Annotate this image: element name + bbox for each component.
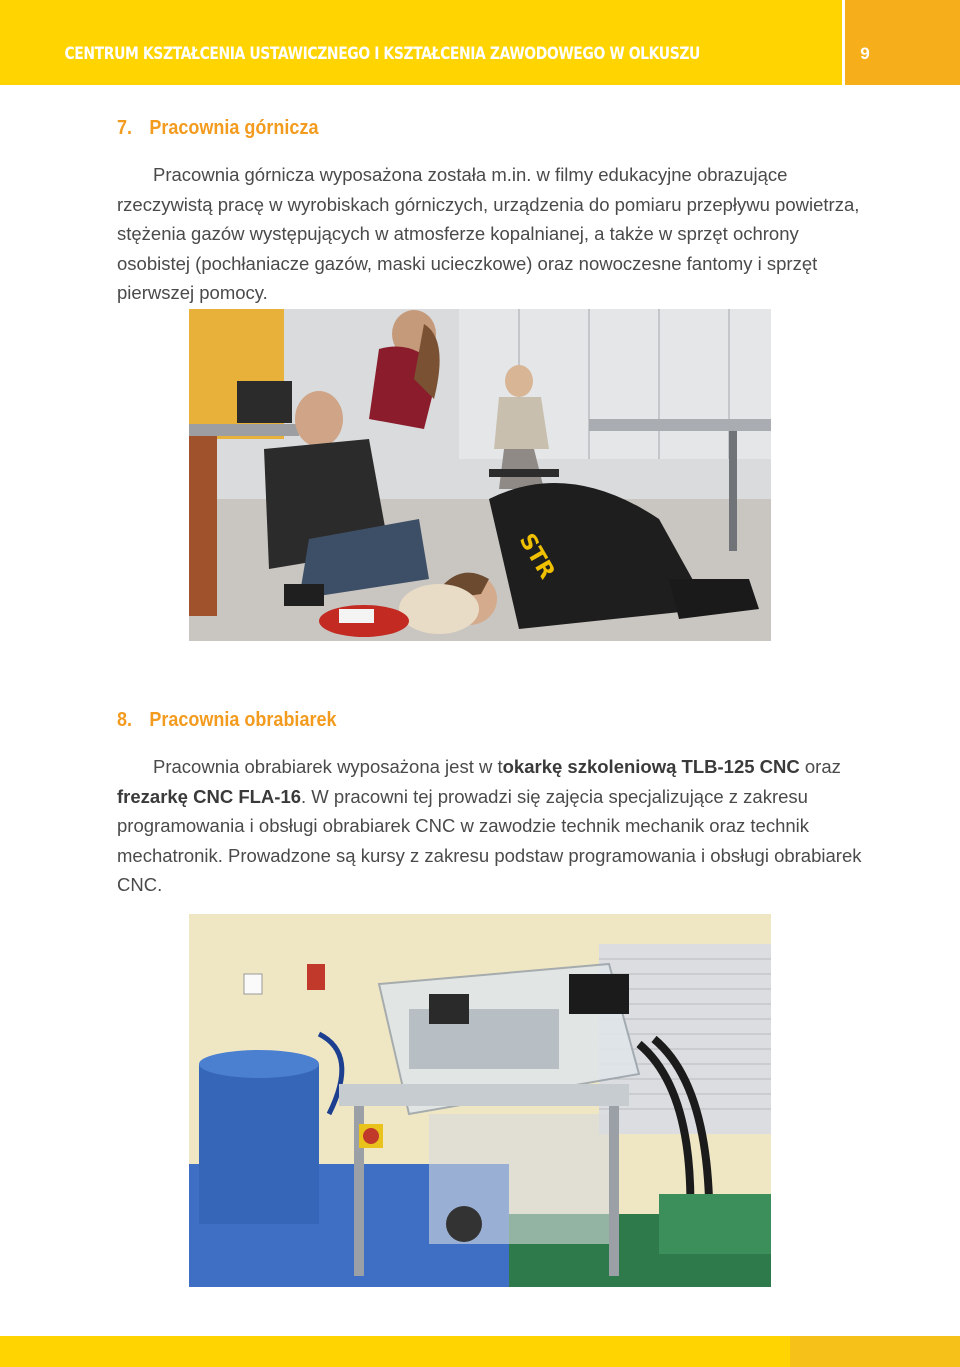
section-7-heading xyxy=(117,117,318,140)
section-8-mid: oraz xyxy=(799,756,841,777)
footer-bar-accent xyxy=(790,1336,960,1367)
cnc-machine-photo xyxy=(189,914,771,1287)
header-title: CENTRUM KSZTAŁCENIA USTAWICZNEGO I KSZTAŁCENIA ZAWODOWEGO W OLKUSZU xyxy=(64,44,700,64)
page-number: 9 xyxy=(860,44,870,63)
section-8-intro: Pracownia obrabiarek wyposażona jest w t xyxy=(153,756,503,777)
mining-lab-illustration xyxy=(189,309,771,641)
rescuer-shirt-text: STR xyxy=(513,529,560,584)
section-8-paragraph xyxy=(117,752,862,900)
mining-lab-photo xyxy=(189,309,771,641)
section-8-heading xyxy=(117,709,336,732)
section-8-rest: . W pracowni tej prowadzi się zajęcia specjalizujące z zakresu programowania i obsługi obrabiarek CNC w zawodzie technik mechanik oraz technik mechatronik. Prowadzone są kursy z zakresu podstaw programowania i obsługi obrabiarek CNC. xyxy=(117,785,862,895)
section-7-title: Pracownia górnicza xyxy=(149,117,319,139)
section-7-number: 7. xyxy=(117,117,133,139)
section-8-title: Pracownia obrabiarek xyxy=(149,709,337,731)
section-7-paragraph: Pracownia górnicza wyposażona została m.in. w filmy edukacyjne obrazujące rzeczywistą pracę w wyrobiskach górniczych, urządzenia do pomiaru przepływu powietrza, stężenia gazów występujących w atmosferze kopalnianej, a także w sprzęt ochrony osobistej (pochłaniacze gazów, maski ucieczkowe) oraz nowoczesne fantomy i sprzęt pierwszej pomocy. xyxy=(117,164,860,303)
milling-machine-name: frezarkę CNC FLA-16 xyxy=(117,785,302,807)
cnc-machine-illustration xyxy=(189,914,771,1287)
section-8-number: 8. xyxy=(117,709,133,731)
header-bar xyxy=(0,0,842,85)
page-number-box xyxy=(845,0,960,85)
footer-bar xyxy=(0,1336,790,1367)
lathe-name: okarkę szkoleniową TLB-125 CNC xyxy=(502,756,800,777)
